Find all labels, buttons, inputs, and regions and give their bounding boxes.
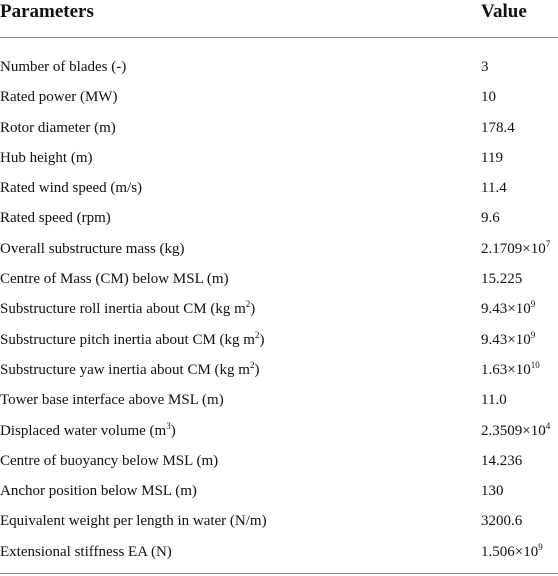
parameter-cell xyxy=(0,327,264,353)
parameter-cell xyxy=(0,448,218,474)
superscript: 9 xyxy=(530,329,536,340)
value-cell xyxy=(481,508,522,534)
cell-text: Overall substructure mass (kg) xyxy=(0,240,185,257)
value-cell xyxy=(481,266,522,292)
cell-text: Equivalent weight per length in water (N/m) xyxy=(0,513,267,530)
cell-text: 10 xyxy=(481,89,496,106)
cell-text: 119 xyxy=(481,149,503,166)
table-row xyxy=(0,478,558,508)
cell-text: Displaced water volume (m xyxy=(0,422,167,439)
cell-text: 9.6 xyxy=(481,210,500,227)
value-cell xyxy=(481,236,550,262)
cell-text: 14.236 xyxy=(481,452,523,469)
table-header xyxy=(0,0,558,38)
value-cell xyxy=(481,539,543,565)
value-cell xyxy=(481,357,540,383)
cell-text: Extensional stiffness EA (N) xyxy=(0,543,172,560)
parameter-cell xyxy=(0,175,142,201)
table-row xyxy=(0,357,558,387)
value-cell xyxy=(481,145,503,171)
cell-text: Tower base interface above MSL (m) xyxy=(0,392,224,409)
value-cell xyxy=(481,327,535,353)
table-row xyxy=(0,266,558,296)
superscript: 4 xyxy=(545,420,551,431)
value-cell xyxy=(481,205,500,231)
table-row xyxy=(0,448,558,478)
cell-text: ) xyxy=(259,331,265,348)
cell-text: Substructure pitch inertia about CM (kg m xyxy=(0,331,255,348)
cell-text: 178.4 xyxy=(481,119,515,136)
cell-text: 3 xyxy=(481,59,489,75)
superscript: 2 xyxy=(245,299,251,310)
cell-text: Substructure yaw inertia about CM (kg m xyxy=(0,361,250,378)
value-cell xyxy=(481,418,550,444)
table-row xyxy=(0,175,558,205)
parameter-cell xyxy=(0,296,255,322)
superscript: 10 xyxy=(530,359,540,370)
cell-text: Rated power (MW) xyxy=(0,89,118,106)
cell-text: 11.4 xyxy=(481,180,507,197)
parameter-cell xyxy=(0,145,92,171)
table-row xyxy=(0,508,558,538)
table-row xyxy=(0,205,558,235)
cell-text: 2.1709×10 xyxy=(481,240,546,257)
parameter-cell xyxy=(0,205,111,231)
cell-text: 2.3509×10 xyxy=(481,422,546,439)
parameter-cell xyxy=(0,539,172,565)
value-cell xyxy=(481,54,489,80)
parameter-cell xyxy=(0,387,224,413)
value-cell xyxy=(481,387,507,413)
parameter-cell xyxy=(0,236,185,262)
value-cell xyxy=(481,115,515,141)
table-row xyxy=(0,236,558,266)
table-row xyxy=(0,327,558,357)
cell-text: ) xyxy=(254,361,260,378)
value-cell xyxy=(481,84,496,110)
table-row xyxy=(0,145,558,175)
cell-text: Centre of Mass (CM) below MSL (m) xyxy=(0,271,229,288)
cell-text: Rated speed (rpm) xyxy=(0,210,111,227)
superscript: 7 xyxy=(545,238,551,249)
bottom-rule xyxy=(0,573,558,574)
parameter-cell xyxy=(0,357,259,383)
cell-text: ) xyxy=(250,301,256,318)
table-row xyxy=(0,539,558,569)
cell-text: 11.0 xyxy=(481,392,507,409)
table-body xyxy=(0,54,558,569)
value-cell xyxy=(481,296,535,322)
table-row xyxy=(0,296,558,326)
superscript: 3 xyxy=(166,420,171,431)
cell-text: Rated wind speed (m/s) xyxy=(0,180,143,197)
cell-text: 130 xyxy=(481,483,504,500)
cell-text: 1.506×10 xyxy=(481,543,539,560)
cell-text: Substructure roll inertia about CM (kg m xyxy=(0,301,246,318)
superscript: 9 xyxy=(538,541,543,552)
table-row xyxy=(0,84,558,114)
parameter-cell xyxy=(0,418,176,444)
cell-text: 9.43×10 xyxy=(481,301,531,318)
table-row xyxy=(0,387,558,417)
table-row xyxy=(0,115,558,145)
table-row xyxy=(0,54,558,84)
parameter-cell xyxy=(0,115,116,141)
superscript: 9 xyxy=(530,299,536,310)
value-cell xyxy=(481,175,507,201)
cell-text: 15.225 xyxy=(481,271,523,288)
superscript: 2 xyxy=(249,359,255,370)
parameter-cell xyxy=(0,54,126,80)
cell-text: Centre of buoyancy below MSL (m) xyxy=(0,452,219,469)
cell-text: 9.43×10 xyxy=(481,331,531,348)
value-cell xyxy=(481,478,504,504)
cell-text: Anchor position below MSL (m) xyxy=(0,483,197,500)
parameter-cell xyxy=(0,478,197,504)
cell-text: ) xyxy=(170,422,176,439)
parameter-cell xyxy=(0,84,117,110)
cell-text: 1.63×10 xyxy=(481,361,531,378)
column-header-value: Value xyxy=(481,1,527,22)
value-cell xyxy=(481,448,522,474)
parameter-cell xyxy=(0,508,267,534)
parameter-cell xyxy=(0,266,229,292)
cell-text: Rotor diameter (m) xyxy=(0,119,116,136)
cell-text: 3200.6 xyxy=(481,513,523,530)
superscript: 2 xyxy=(254,329,260,340)
column-header-parameters: Parameters xyxy=(0,1,94,22)
table-row xyxy=(0,418,558,448)
cell-text: Hub height (m) xyxy=(0,149,93,166)
cell-text: Number of blades (-) xyxy=(0,59,127,75)
